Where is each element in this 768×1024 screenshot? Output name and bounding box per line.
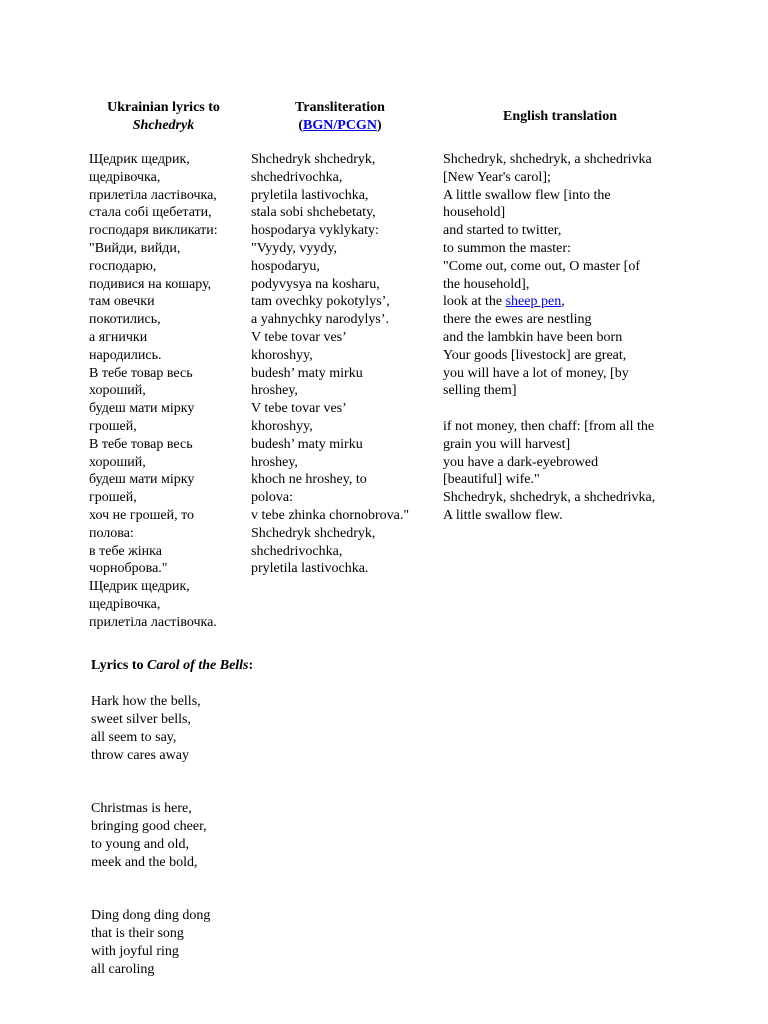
carol-line: meek and the bold, [91, 855, 198, 870]
ukrainian-line: хороший, [89, 454, 146, 470]
ukrainian-line: хороший, [89, 383, 146, 399]
header-ukrainian-title: Shchedryk [132, 118, 195, 133]
transliteration-lyrics [251, 151, 436, 578]
ukrainian-line: в тебе жінка [89, 543, 162, 559]
ukrainian-line: чорноброва." [89, 561, 168, 577]
transliteration-line: hospodarya vyklykaty: [251, 223, 379, 239]
english-line: A little swallow flew. [443, 507, 563, 523]
header-transliteration-line1: Transliteration [295, 100, 385, 115]
carol-title-name: Carol of the Bells [147, 658, 249, 673]
english-line: there the ewes are nestling [443, 312, 592, 328]
transliteration-line: tam ovechky pokotylys’, [251, 294, 390, 310]
ukrainian-line: там овечки [89, 294, 155, 310]
english-line: [beautiful] wife." [443, 472, 540, 488]
transliteration-line: budesh’ maty mirku [251, 436, 363, 452]
ukrainian-line: В тебе товар весь [89, 365, 193, 381]
close-paren: ) [376, 118, 382, 133]
english-line: A little swallow flew [into the [443, 187, 611, 203]
transliteration-line: stala sobi shchebetaty, [251, 205, 376, 221]
ukrainian-line: подивися на кошару, [89, 276, 212, 292]
bgn-pcgn-link[interactable]: BGN/PCGN [303, 118, 377, 133]
carol-line: to young and old, [91, 837, 189, 852]
transliteration-line: khoroshyy, [251, 347, 313, 363]
english-link-suffix: , [561, 294, 565, 310]
carol-line: that is their song [91, 926, 184, 941]
ukrainian-line: "Вийди, вийди, [89, 240, 181, 256]
transliteration-line: a yahnychky narodylys’. [251, 312, 390, 328]
header-english: English translation [503, 109, 617, 124]
carol-line: Christmas is here, [91, 801, 192, 816]
carol-stanza-1 [91, 693, 201, 765]
ukrainian-line: народились. [89, 347, 162, 363]
carol-line: all seem to say, [91, 730, 177, 745]
ukrainian-line: будеш мати мірку [89, 472, 195, 488]
ukrainian-line: Щедрик щедрик, [89, 152, 190, 167]
header-transliteration [270, 99, 410, 135]
carol-line: with joyful ring [91, 944, 179, 959]
transliteration-line: shchedrivochka, [251, 543, 343, 559]
english-line: Shchedryk, shchedryk, a shchedrivka, [443, 490, 656, 506]
carol-line: sweet silver bells, [91, 712, 191, 727]
transliteration-line: Shchedryk shchedryk, [251, 525, 376, 541]
english-gap [443, 400, 703, 418]
ukrainian-line: покотились, [89, 312, 161, 328]
ukrainian-line: будеш мати мірку [89, 401, 195, 417]
transliteration-line: shchedrivochka, [251, 169, 343, 185]
english-translation [443, 151, 703, 525]
ukrainian-line: господарю, [89, 258, 157, 274]
ukrainian-line: щедрівочка, [89, 169, 161, 185]
transliteration-line: V tebe tovar ves’ [251, 329, 347, 345]
transliteration-line: hroshey, [251, 383, 298, 399]
transliteration-line: v tebe zhinka chornobrova." [251, 507, 410, 523]
ukrainian-line: щедрівочка, [89, 596, 161, 612]
transliteration-line: V tebe tovar ves’ [251, 401, 347, 417]
ukrainian-line: полова: [89, 525, 134, 541]
transliteration-line: polova: [251, 490, 293, 506]
carol-title [91, 657, 253, 675]
english-line: to summon the master: [443, 240, 571, 256]
ukrainian-line: В тебе товар весь [89, 436, 193, 452]
english-line: Your goods [livestock] are great, [443, 347, 627, 363]
carol-stanza-3 [91, 907, 210, 979]
english-line: you have a dark-eyebrowed [443, 454, 599, 470]
english-line: grain you will harvest] [443, 436, 571, 452]
transliteration-line: Shchedryk shchedryk, [251, 152, 376, 167]
carol-title-prefix: Lyrics to [91, 658, 147, 673]
header-ukrainian [92, 99, 235, 135]
carol-stanza-2 [91, 800, 207, 872]
ukrainian-line: грошей, [89, 418, 137, 434]
english-link-prefix: look at the [443, 294, 506, 310]
english-line: "Come out, come out, O master [of [443, 258, 641, 274]
transliteration-line: khoch ne hroshey, to [251, 472, 367, 488]
carol-line: Hark how the bells, [91, 694, 201, 709]
ukrainian-line: а ягнички [89, 329, 148, 345]
english-line: and started to twitter, [443, 223, 562, 239]
ukrainian-line: грошей, [89, 490, 137, 506]
ukrainian-line: прилетіла ластівочка. [89, 614, 217, 630]
ukrainian-line: хоч не грошей, то [89, 507, 195, 523]
carol-line: Ding dong ding dong [91, 908, 211, 923]
english-line [443, 293, 703, 311]
english-line: if not money, then chaff: [from all the [443, 418, 655, 434]
header-ukrainian-line1: Ukrainian lyrics to [107, 100, 220, 115]
carol-title-suffix: : [248, 658, 254, 673]
open-paren: ( [298, 118, 304, 133]
transliteration-line: hroshey, [251, 454, 298, 470]
carol-line: all caroling [91, 962, 155, 977]
carol-line: throw cares away [91, 748, 189, 763]
header-transliteration-line2 [270, 117, 410, 135]
english-line: [New Year's carol]; [443, 169, 551, 185]
transliteration-line: pryletila lastivochka. [251, 561, 369, 577]
ukrainian-line: прилетіла ластівочка, [89, 187, 217, 203]
ukrainian-line: господаря викликати: [89, 223, 218, 239]
transliteration-line: pryletila lastivochka, [251, 187, 369, 203]
english-line: the household], [443, 276, 530, 292]
carol-line: bringing good cheer, [91, 819, 207, 834]
transliteration-line: budesh’ maty mirku [251, 365, 363, 381]
transliteration-line: podyvysya na kosharu, [251, 276, 380, 292]
transliteration-line: khoroshyy, [251, 418, 313, 434]
transliteration-line: hospodaryu, [251, 258, 320, 274]
english-line: selling them] [443, 383, 517, 399]
english-line: household] [443, 205, 506, 221]
ukrainian-line: стала собі щебетати, [89, 205, 212, 221]
ukrainian-lyrics [89, 151, 244, 632]
english-line: and the lambkin have been born [443, 329, 623, 345]
english-line: you will have a lot of money, [by [443, 365, 629, 381]
sheep-pen-link[interactable]: sheep pen [505, 294, 562, 310]
english-line: Shchedryk, shchedryk, a shchedrivka [443, 152, 652, 167]
transliteration-line: "Vyydy, vyydy, [251, 240, 337, 256]
ukrainian-line: Щедрик щедрик, [89, 579, 190, 595]
